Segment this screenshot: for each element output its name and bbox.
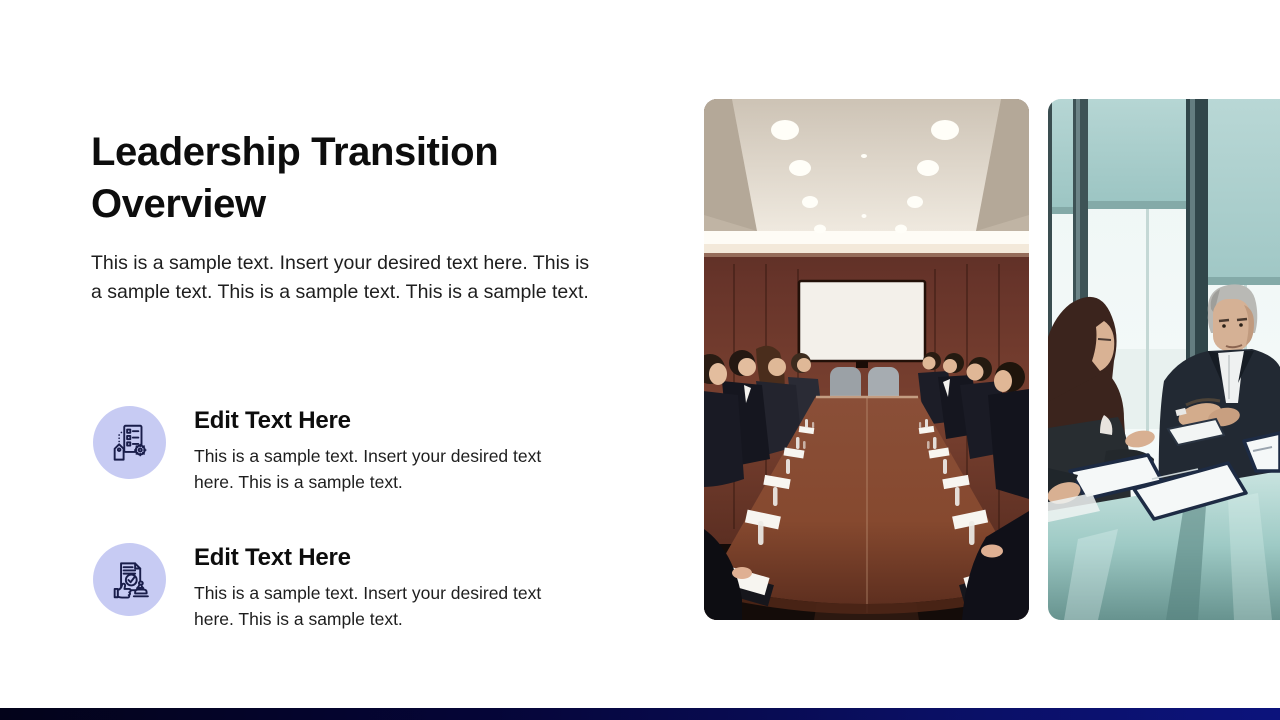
item-body: This is a sample text. Insert your desired text here. This is a sample text. xyxy=(194,446,542,492)
projection-screen xyxy=(799,281,925,361)
slide-subtitle: This is a sample text. Insert your desired text here. This is a sample text. This is a sample text. This is a sample text. xyxy=(91,251,590,303)
item-heading: Edit Text Here xyxy=(194,407,351,434)
list-item-text xyxy=(194,543,556,632)
footer-accent-bar xyxy=(0,708,1280,720)
approved-document-stamp-icon xyxy=(93,543,166,616)
glass-office-photo-art xyxy=(1048,99,1280,620)
item-body: This is a sample text. Insert your desired text here. This is a sample text. xyxy=(194,583,542,629)
list-item-text xyxy=(194,406,556,495)
checklist-tag-gear-icon xyxy=(93,406,166,479)
dotted-string xyxy=(119,432,121,441)
boardroom-photo-art xyxy=(704,99,1029,620)
boardroom-meeting-photo xyxy=(704,99,1029,620)
slide-title: Leadership Transition Overview xyxy=(91,129,499,226)
list-item xyxy=(93,406,556,495)
glass-office-meeting-photo xyxy=(1048,99,1280,620)
gear-glyph xyxy=(134,444,145,455)
thumbs-up-glyph xyxy=(114,583,130,597)
item-heading: Edit Text Here xyxy=(194,544,351,571)
check-circle-glyph xyxy=(125,574,136,585)
list-item xyxy=(93,543,556,632)
tag-glyph xyxy=(114,444,123,459)
